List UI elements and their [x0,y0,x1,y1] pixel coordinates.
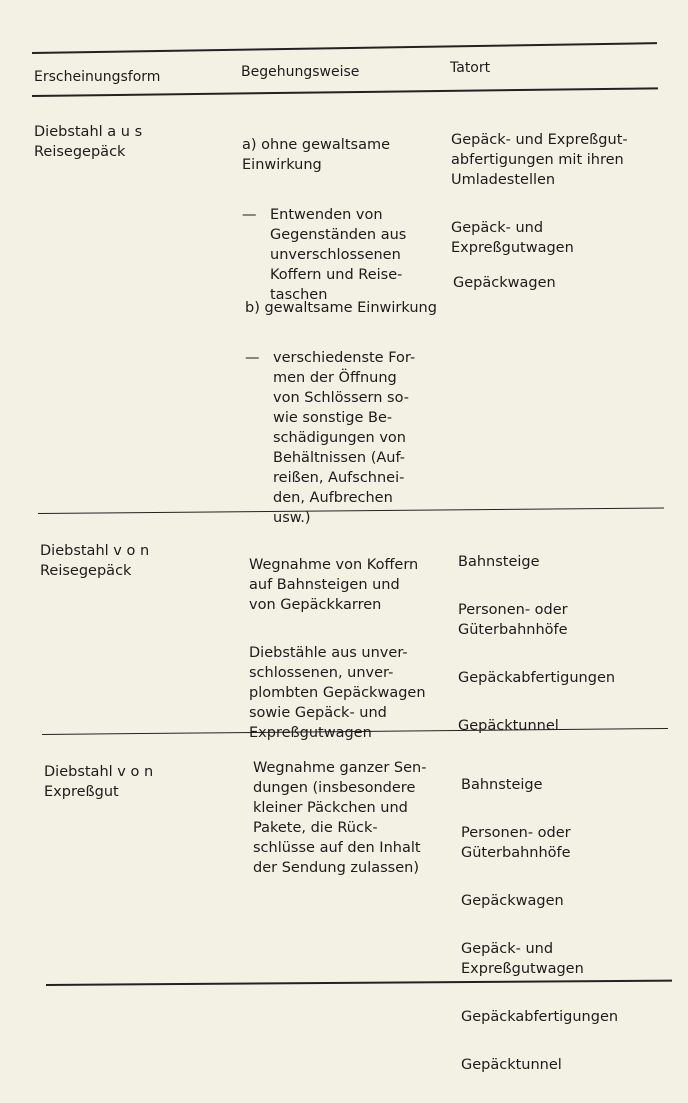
row1-method-b-detail: verschiedenste For- men der Öffnung von Schlössern so- wie sonstige Be- schädigungen von Behältnissen (Auf- reißen, Aufschnei- den, Aufbrechen usw.) [273,350,416,526]
row1-places [451,110,651,286]
row2-form: Diebstahl v o n Reisegepäck [40,543,150,579]
row2-place: Gepäckabfertigungen [458,670,616,686]
row2-method: Wegnahme von Koffern auf Bahnsteigen und von Gepäckkarren [249,557,419,613]
row3-place: Gepäcktunnel [461,1057,562,1073]
row2-place: Personen- oder Güterbahnhöfe [458,602,568,638]
row3-place: Bahnsteige [461,777,543,793]
table-top-rule [32,42,657,54]
row1-place-b: Gepäckwagen [453,275,556,291]
row1-form: Diebstahl a u s Reisegepäck [34,124,143,160]
dash-marker: — [242,207,257,223]
row3-form: Diebstahl v o n Expreßgut [44,764,154,800]
row2-methods [249,535,459,771]
row1-place: Gepäck- und Expreßgutwagen [451,220,574,256]
row3-place: Gepäckwagen [461,893,564,909]
row3-place: Gepäck- und Expreßgutwagen [461,941,584,977]
row1-place: Gepäck- und Expreßgut- abfertigungen mit ihren Umladestellen [451,132,628,188]
row1-method-a-title: a) ohne gewaltsame Einwirkung [242,137,391,173]
row3-places [461,755,661,1103]
row2-place: Gepäcktunnel [458,718,559,734]
row2-place: Bahnsteige [458,554,540,570]
dash-marker: — [245,350,260,366]
row1-method-b-title: b) gewaltsame Einwirkung [245,300,437,316]
row2-method: Diebstähle aus unver- schlossenen, unver- plombten Gepäckwagen sowie Gepäck- und Expreßgutwagen [249,645,426,741]
row2-places [458,532,658,764]
row3-place: Gepäckabfertigungen [461,1009,619,1025]
header-erscheinungsform: Erscheinungsform [34,69,161,85]
header-tatort: Tatort [450,60,491,76]
row1-method-a-detail: Entwenden von Gegenständen aus unverschlossenen Koffern und Reise- taschen [270,207,407,303]
row3-method: Wegnahme ganzer Sen- dungen (insbesondere kleiner Päckchen und Pakete, die Rück- schlüsse auf den Inhalt der Sendung zulassen) [253,760,427,876]
row3-place: Personen- oder Güterbahnhöfe [461,825,571,861]
row1-method-b-sub [245,348,460,528]
header-begehungsweise: Begehungsweise [241,64,360,80]
header-bottom-rule [32,87,658,97]
row1-method-b [245,278,460,558]
